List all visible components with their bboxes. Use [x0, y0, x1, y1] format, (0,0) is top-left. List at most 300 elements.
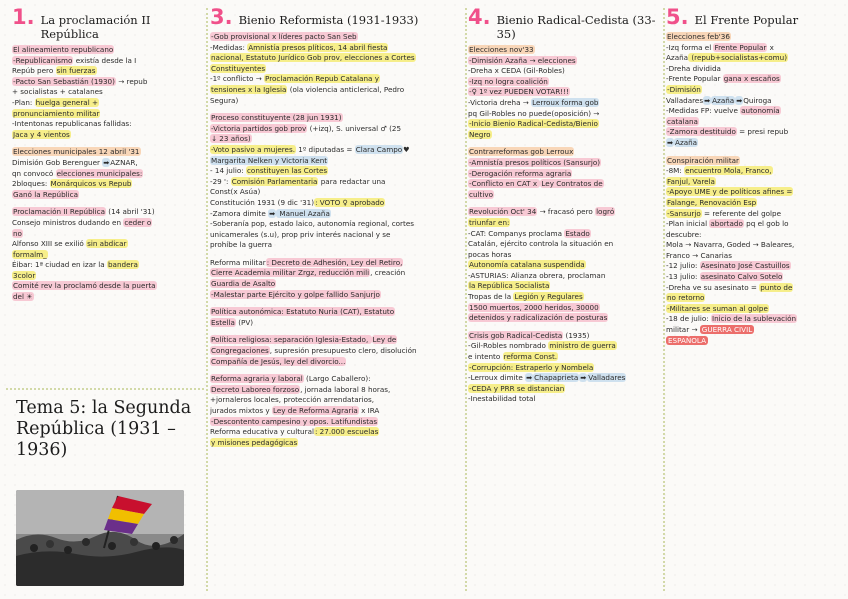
note-block: [210, 335, 466, 367]
note-line: [468, 179, 664, 190]
proclamation-photo: [16, 490, 184, 586]
highlighted-text: Inicio de la sublevación: [711, 314, 797, 324]
highlighted-text: -Voto pasivo a mujeres.: [211, 144, 295, 154]
note-line: [666, 314, 842, 325]
note-line: [666, 304, 842, 315]
note-text: Consejo ministros dudando en: [12, 217, 124, 227]
note-text: x: [767, 42, 774, 52]
note-text: , creación: [370, 268, 406, 278]
note-line: [666, 272, 842, 283]
highlighted-text: ➡: [269, 208, 276, 218]
note-text: Dimisión Gob Berenguer: [12, 157, 103, 167]
highlighted-text: -Dimisión: [667, 84, 701, 94]
highlighted-text: 1500 muertos, 2000 heridos, 30000: [469, 302, 599, 312]
note-text: -Gil-Robles: [468, 341, 507, 351]
highlighted-text: elecciones municipales:: [56, 168, 143, 178]
note-text: Quiroga: [743, 95, 772, 105]
highlighted-text: Decreto Laboreo forzoso: [211, 384, 300, 394]
note-line: [468, 303, 664, 314]
note-text: Azaña: [666, 53, 689, 63]
note-line: [12, 130, 202, 141]
highlighted-text: Monárquicos vs Repub: [50, 179, 132, 189]
highlighted-text: -Descontento campesino y opos. Latifundistas: [211, 416, 378, 426]
note-line: [12, 179, 202, 190]
highlighted-text: 3color: [13, 270, 36, 280]
note-text: -12 julio:: [666, 261, 700, 271]
highlighted-text: Amnistía presos plíticos, 14 abril fiesta: [248, 42, 388, 52]
highlighted-text: Ley Contratos de: [541, 179, 603, 189]
highlighted-text: tensiones x la Iglesia: [211, 84, 287, 94]
highlighted-text: : 27.000 escuelas: [314, 427, 379, 437]
note-text: x IRA: [358, 406, 380, 415]
highlighted-text: Congregaciones: [211, 346, 269, 356]
note-line: [666, 96, 842, 107]
highlighted-text: ➡: [704, 95, 711, 105]
note-line: [210, 209, 466, 220]
note-line: [12, 147, 202, 158]
note-line: [468, 87, 664, 98]
highlighted-text: : VOTO ♀ aprobado: [315, 197, 385, 207]
note-line: [666, 106, 842, 117]
note-line: [666, 127, 842, 138]
note-line: [468, 271, 664, 282]
note-line: [210, 307, 466, 318]
highlighted-text: Estella: [211, 317, 235, 327]
note-line: [210, 198, 466, 209]
column-divider: [206, 8, 208, 591]
highlighted-text: Guardia de Asalto: [211, 279, 276, 289]
note-text: (14 abril '31): [106, 207, 155, 217]
highlighted-text: Proclamación II República: [13, 207, 105, 217]
note-text: -Dreha ve su asesinato =: [666, 282, 760, 292]
highlighted-text: nacional, Estatuto Jurídico Gob prov, elecciones a Cortes: [211, 53, 415, 63]
highlighted-text: Reforma agraria y laboral: [211, 374, 303, 384]
note-line: [210, 230, 466, 241]
note-text: + socialistas + catalanes: [12, 87, 103, 97]
highlighted-text: : Decreto de Adhesión, Ley del Retiro,: [266, 257, 403, 267]
note-block: [468, 147, 664, 200]
note-text: -29 ':: [210, 176, 231, 186]
note-line: [210, 187, 466, 198]
note-block: [12, 45, 202, 140]
note-text: -Medidas FP: [666, 106, 710, 116]
note-text: fracasó: [547, 207, 575, 217]
note-line: [210, 335, 466, 346]
highlighted-text: Frente Popular: [714, 42, 767, 52]
note-text: pq Gil-Robles no puede(oposición) →: [468, 108, 600, 118]
note-line: [12, 239, 202, 250]
note-line: [210, 290, 466, 301]
note-text: = presi repub: [736, 127, 789, 137]
section-number: 4.: [468, 5, 491, 29]
highlighted-text: -Inicio Bienio Radical-Cedista/Bienio: [469, 119, 598, 129]
highlighted-text: Elecciones feb'36: [667, 32, 730, 41]
highlighted-text: ➡: [526, 373, 533, 383]
note-line: [468, 363, 664, 374]
note-line: [666, 64, 842, 75]
note-block: [12, 147, 202, 200]
note-line: [12, 109, 202, 120]
highlighted-text: Ganó la República: [13, 189, 79, 199]
note-text: Valladares: [666, 95, 704, 105]
note-text: para redactar una: [318, 176, 386, 186]
highlighted-text: Azaña: [675, 137, 698, 147]
highlighted-text: y misiones pedagógicas: [211, 437, 298, 447]
note-line: [468, 147, 664, 158]
note-line: [210, 134, 466, 145]
section-number: 5.: [666, 5, 689, 29]
highlighted-text: Política autonómica: Estatuto Nuria (CAT), Estatuto: [211, 307, 395, 317]
note-line: [666, 43, 842, 54]
note-line: [468, 66, 664, 77]
note-text: -Medidas:: [210, 42, 248, 52]
note-line: [666, 85, 842, 96]
highlighted-text: Proclamación Repub Catalana y: [265, 74, 379, 84]
highlighted-text: Lerroux forma gob: [532, 97, 599, 107]
note-line: [666, 117, 842, 128]
note-text: →: [520, 97, 532, 107]
note-line: [666, 209, 842, 220]
note-text: Mola → Navarra, Goded → Baleares,: [666, 240, 795, 250]
note-line: [468, 77, 664, 88]
highlighted-text: constituyen las Cortes: [246, 166, 328, 176]
note-line: [210, 74, 466, 85]
section-header: [12, 6, 202, 41]
highlighted-text: (repub+socialistas+comu): [689, 53, 788, 63]
note-text: Segura): [210, 95, 239, 105]
section-header: [468, 6, 664, 41]
highlighted-text: Asesinato José Castuillos: [700, 261, 790, 271]
highlighted-text: detenidos y radicalización de posturas: [469, 313, 608, 323]
highlighted-text: -Conflicto en CAT x: [469, 179, 540, 189]
note-line: [468, 292, 664, 303]
note-line: [666, 156, 842, 167]
note-text: -Frente Popular: [666, 74, 723, 84]
note-line: [210, 85, 466, 96]
section-number: 3.: [210, 5, 233, 29]
note-text: existía desde la I: [73, 55, 137, 65]
note-line: [666, 219, 842, 230]
highlighted-text: Proceso constituyente (28 jun 1931): [211, 113, 342, 123]
note-line: [468, 109, 664, 120]
note-text: prohíbe la guerra: [210, 240, 272, 250]
note-text: Constitución 1931 (9 dic '31): [210, 197, 315, 207]
note-line: [468, 119, 664, 130]
section-header: [210, 6, 466, 28]
note-line: [210, 258, 466, 269]
note-line: [12, 56, 202, 67]
section-title: La proclamación II República: [40, 13, 151, 41]
highlighted-text: -Sansurjo: [667, 208, 701, 218]
note-text: -Dreha dividida: [666, 63, 721, 73]
note-line: [12, 66, 202, 77]
note-line: [666, 53, 842, 64]
note-text: unicamerales (s.u), prop priv interés nacional y se: [210, 229, 391, 239]
note-block: [468, 207, 664, 324]
note-text: (+izq), S. universal ♂ (25: [307, 123, 402, 133]
highlighted-text: Constituyentes: [211, 63, 266, 73]
highlighted-text: Chapaprieta: [534, 373, 579, 383]
note-line: [666, 336, 842, 347]
highlighted-text: no retorno: [667, 293, 705, 303]
highlighted-text: -Apoyo UME y de políticos afines =: [667, 187, 793, 197]
highlighted-text: autonomía: [741, 106, 780, 116]
highlighted-text: ceder o: [124, 217, 152, 227]
section-title: El Frente Popular: [694, 13, 799, 27]
note-line: [666, 251, 842, 262]
highlighted-text: punto de: [760, 282, 793, 292]
note-text: -Izq forma el: [666, 42, 714, 52]
note-text: Catalán: [468, 239, 496, 249]
highlighted-text: -Malestar parte Ejército y golpe fallido Sanjurjo: [211, 289, 380, 299]
highlighted-text: -Victoria partidos gob prov: [211, 123, 307, 133]
note-line: [210, 113, 466, 124]
note-line: [210, 318, 466, 329]
highlighted-text: Legión y Regulares: [514, 292, 583, 302]
note-line: [468, 229, 664, 240]
note-line: [12, 119, 202, 130]
note-line: [210, 406, 466, 417]
note-line: [12, 260, 202, 271]
note-line: [666, 293, 842, 304]
note-block: [210, 32, 466, 106]
highlighted-text: Comisión Parlamentaria: [231, 176, 318, 186]
column-frente-popular: [666, 6, 842, 353]
note-line: [210, 385, 466, 396]
note-block: [210, 374, 466, 448]
highlighted-text: -Pacto San Sebastián (1930): [13, 76, 115, 86]
note-line: [12, 281, 202, 292]
note-line: [468, 250, 664, 261]
highlighted-text: Compañía de Jesús, ley del divorcio...: [211, 356, 346, 366]
note-text: Const(x Asúa): [210, 187, 261, 197]
note-text: -Inestabilidad total: [468, 394, 536, 404]
note-text: , jornada laboral 8 horas,: [300, 384, 391, 394]
column-bienio-radical-cedista: [468, 6, 664, 412]
highlighted-text: Contrarreformas gob Lerroux: [469, 147, 574, 157]
note-line: [210, 374, 466, 385]
highlighted-text: -Gob provisional x líderes pacto San Seb: [211, 32, 357, 41]
note-text: Repúb pero: [12, 66, 56, 76]
note-line: [210, 438, 466, 449]
highlighted-text: Manuel Azaña: [277, 208, 330, 218]
crowd-with-flag-image: [16, 490, 184, 586]
highlighted-text: pronunciamiento militar: [13, 108, 100, 118]
highlighted-text: Crisis gob Radical-Cedista: [469, 330, 563, 340]
note-line: [666, 198, 842, 209]
note-text: -18 de julio:: [666, 314, 711, 324]
highlighted-text: Cierre Academia militar Zrgz, reducción mili: [211, 268, 370, 278]
highlighted-text: Azaña: [712, 95, 735, 105]
note-line: [468, 341, 664, 352]
note-line: [666, 166, 842, 177]
highlighted-text: -Corrupción: Estraperlo y Nombela: [469, 362, 594, 372]
note-text: : 1ª ciudad en izar la: [30, 260, 107, 270]
note-line: [12, 190, 202, 201]
note-text: militar →: [666, 325, 700, 335]
note-block: [210, 113, 466, 251]
highlighted-text: Clara Campo: [355, 144, 403, 154]
note-block: [12, 207, 202, 302]
note-line: [666, 283, 842, 294]
note-line: [210, 395, 466, 406]
highlighted-text: Jaca y 4 vientos: [13, 129, 70, 139]
note-line: [210, 124, 466, 135]
note-line: [666, 325, 842, 336]
highlighted-text: catalana: [667, 116, 698, 126]
highlighted-text: ➡: [580, 373, 587, 383]
note-text: -Soberanía pop, estado laico, autonomía regional, cortes: [210, 219, 414, 229]
highlighted-text: ➡: [103, 157, 110, 167]
note-text: (Largo Caballero):: [303, 374, 371, 384]
note-text: nombrado: [506, 341, 549, 351]
note-line: [666, 138, 842, 149]
highlighted-text: Estado: [565, 228, 590, 238]
note-block: [666, 32, 842, 149]
note-line: [210, 268, 466, 279]
note-text: Reforma educativa y cultural: [210, 427, 314, 437]
note-text: -8M:: [666, 166, 685, 176]
section-title: Bienio Radical-Cedista (33-35): [496, 13, 656, 41]
note-line: [666, 240, 842, 251]
note-line: [468, 373, 664, 384]
note-line: [468, 394, 664, 405]
note-line: [468, 384, 664, 395]
note-line: [468, 190, 664, 201]
highlighted-text: asesinato Calvo Sotelo: [700, 272, 783, 282]
note-line: [210, 177, 466, 188]
highlighted-text: -CEDA y PRR se distancian: [469, 383, 565, 393]
note-text: Éibar: [12, 260, 31, 270]
note-text: jurados mixtos y: [210, 406, 272, 415]
highlighted-text: ESPAÑOLA: [668, 335, 707, 345]
note-text: e intento: [468, 352, 503, 362]
highlighted-text: logró: [596, 207, 615, 217]
highlighted-text: -Zamora destituido: [667, 127, 736, 137]
note-line: [666, 74, 842, 85]
note-line: [468, 260, 664, 271]
note-text: Reforma militar: [210, 257, 266, 267]
highlighted-text: abortado: [710, 219, 743, 229]
highlighted-text: no: [13, 228, 22, 238]
highlighted-text: ↓ 23 años): [211, 134, 251, 144]
note-line: [468, 281, 664, 292]
note-line: [666, 177, 842, 188]
highlighted-text: Revolución Oct' 34: [469, 207, 537, 217]
highlighted-text: la República Socialista: [469, 281, 550, 291]
highlighted-text: -Izq no logra coalición: [469, 76, 548, 86]
highlighted-text: GUERRA CIVIL: [701, 325, 753, 335]
highlighted-text: -Dimisión Azaña → elecciones: [469, 55, 576, 65]
note-line: [12, 229, 202, 240]
section-divider: [6, 388, 204, 390]
highlighted-text: reforma Const.: [503, 352, 558, 362]
note-line: [12, 158, 202, 169]
highlighted-text: Conspiración militar: [667, 155, 739, 165]
note-line: [210, 346, 466, 357]
note-text: (1935): [563, 330, 590, 340]
note-text: pocas horas: [468, 249, 512, 259]
note-text: -Intentonas republicanas fallidas:: [12, 119, 132, 129]
highlighted-text: Fanjul, Varela: [667, 176, 715, 186]
highlighted-text: gana x escaños: [723, 74, 780, 84]
note-line: [12, 207, 202, 218]
highlighted-text: Política religiosa: separación Iglesia-Estado,: [211, 335, 371, 345]
note-line: [12, 87, 202, 98]
highlighted-text: Elecciones nov'33: [469, 45, 534, 54]
highlighted-text: Comité rev la proclamó desde la puerta: [13, 281, 156, 291]
highlighted-text: -Derogación reforma agraria: [469, 168, 572, 178]
note-line: [210, 166, 466, 177]
note-text: AZNAR,: [110, 157, 138, 167]
highlighted-text: -Militares se suman al golpe: [667, 303, 768, 313]
note-line: [210, 427, 466, 438]
highlighted-text: sin abdicar: [87, 239, 127, 249]
note-text: Alfonso XIII: [12, 239, 53, 249]
note-line: [210, 240, 466, 251]
note-text: → repub: [115, 76, 148, 86]
topic-title: Tema 5: la Segunda República (1931 – 1936): [16, 398, 192, 460]
note-text: - 14 julio:: [210, 166, 246, 176]
note-line: [666, 230, 842, 241]
note-line: [666, 261, 842, 272]
highlighted-text: Falange, Renovación Esp: [667, 197, 757, 207]
highlighted-text: bandera: [107, 260, 138, 270]
note-text: pq el gob lo: [743, 219, 789, 229]
note-text: descubre:: [666, 229, 702, 239]
note-text: -Plan inicial: [666, 219, 710, 229]
note-line: [468, 45, 664, 56]
highlighted-text: El alineamiento republicano: [13, 45, 114, 54]
note-text: Tropas de la: [468, 292, 514, 302]
note-text: (ola violencia anticlerical, Pedro: [287, 84, 405, 94]
note-line: [210, 145, 466, 156]
note-line: [210, 64, 466, 75]
highlighted-text: encuentro Mola, Franco,: [685, 166, 772, 176]
note-text: →: [537, 207, 548, 217]
note-line: [468, 239, 664, 250]
highlighted-text: Elecciones municipales 12 abril '31: [13, 147, 140, 157]
note-line: [210, 43, 466, 54]
note-text: -Zamora dimite: [210, 208, 269, 218]
note-line: [210, 32, 466, 43]
note-line: [12, 292, 202, 303]
note-line: [210, 279, 466, 290]
note-text: qn convocó: [12, 168, 56, 178]
column-bienio-reformista: [210, 6, 466, 455]
note-line: [468, 331, 664, 342]
note-line: [210, 357, 466, 368]
note-line: [468, 56, 664, 67]
note-text: +jornaleros locales, protección arrendatarios,: [210, 395, 375, 405]
highlighted-text: Ley de: [372, 335, 397, 345]
note-line: [210, 219, 466, 230]
note-text: 1º diputadas =: [295, 144, 355, 154]
note-line: [12, 271, 202, 282]
note-block: [210, 258, 466, 300]
note-line: [468, 207, 664, 218]
note-text: 2bloques:: [12, 179, 50, 189]
highlighted-text: Valladares: [588, 373, 626, 383]
highlighted-text: cultivo: [469, 189, 493, 199]
note-text: Franco → Canarias: [666, 250, 732, 260]
note-block: [468, 331, 664, 405]
highlighted-text: -Amnistía presos políticos (Sansurjo): [469, 157, 601, 167]
note-text: se exilió: [52, 239, 87, 249]
note-line: [666, 187, 842, 198]
note-line: [12, 98, 202, 109]
note-text: -Victoria dreha: [468, 97, 521, 107]
